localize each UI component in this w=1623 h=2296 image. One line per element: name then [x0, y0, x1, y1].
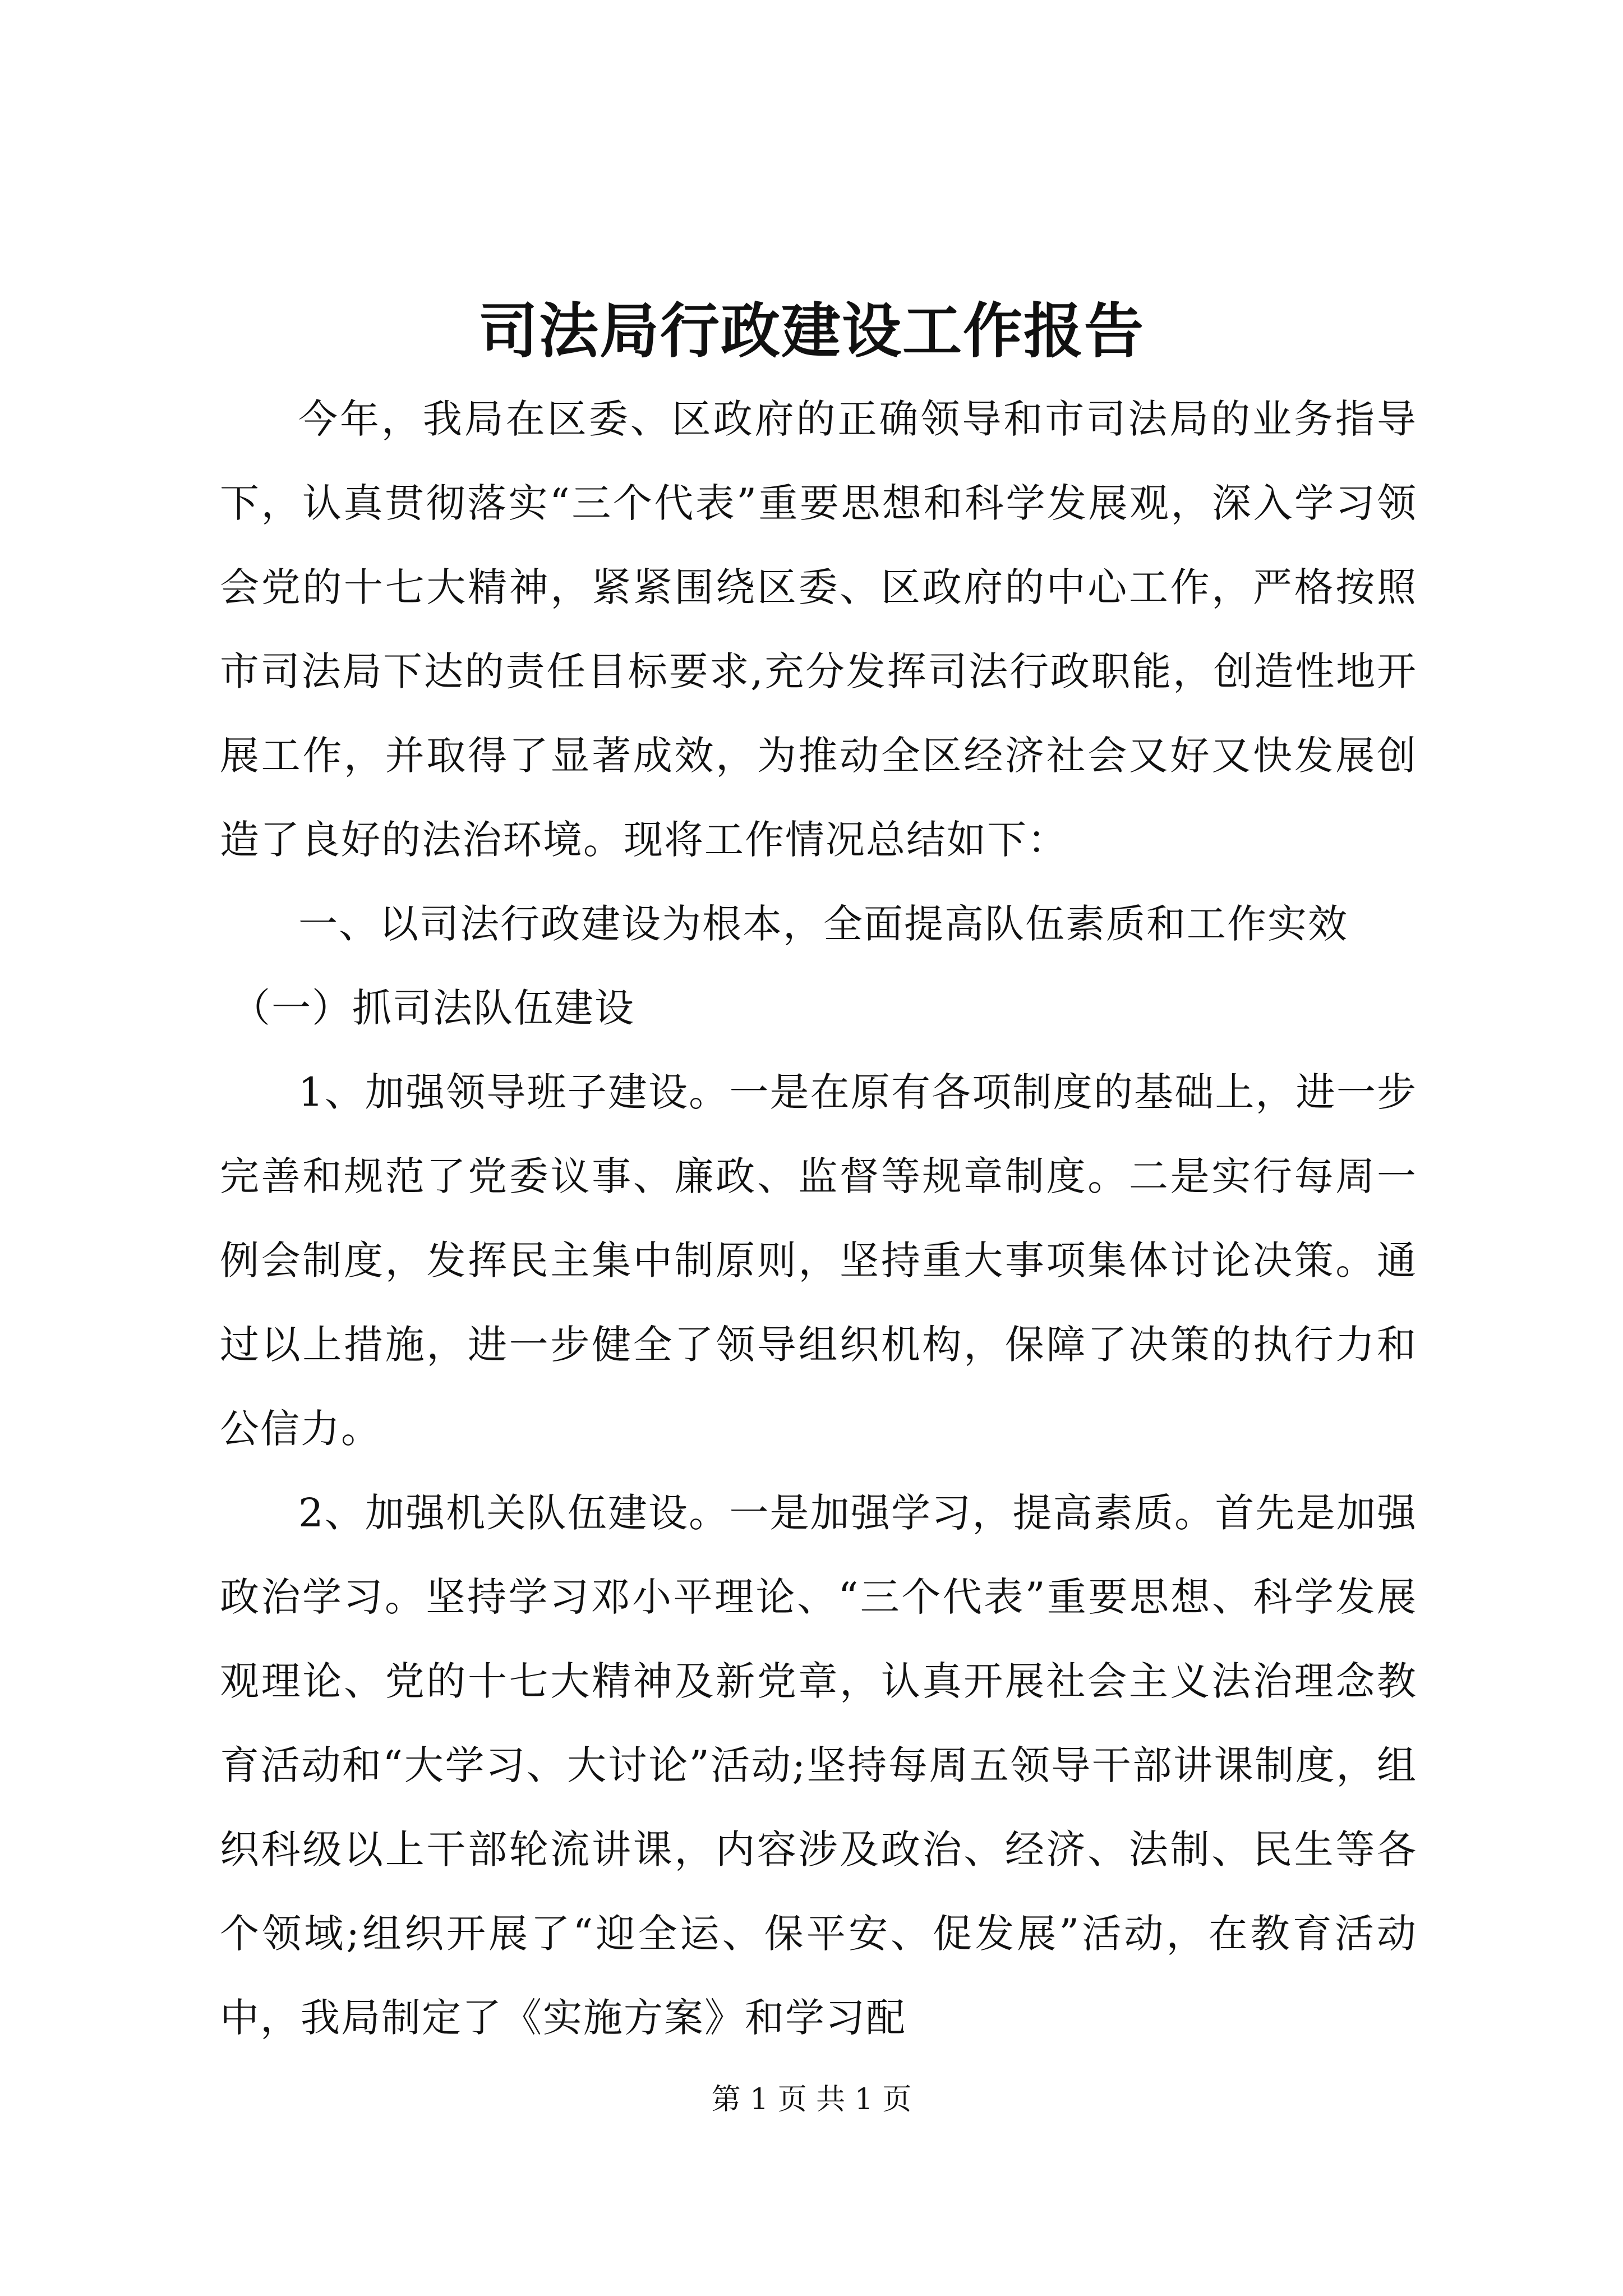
subsection-heading: （一）抓司法队伍建设	[231, 985, 635, 1031]
team-building-paragraph: 2、加强机关队伍建设。一是加强学习，提高素质。首先是加强政治学习。坚持学习邓小平理论、“三个代表”重要思想、科学发展观理论、党的十七大精神及新党章，认真开展社会主义法治理念教育活动和“大学习、大讨论”活动;坚持每周五领导干部讲课制度，组织科级以上干部轮流讲课，内容涉及政治、经济、法制、民生等各个领域;组织开展了“迎全运、保平安、促发展”活动，在教育活动中，我局制定了《实施方案》和学习配	[220, 1490, 1417, 2041]
section-heading: 一、以司法行政建设为根本，全面提高队伍素质和工作实效	[298, 901, 1348, 947]
document-body	[220, 377, 1417, 2060]
leadership-paragraph: 1、加强领导班子建设。一是在原有各项制度的基础上，进一步完善和规范了党委议事、廉政、监督等规章制度。二是实行每周一例会制度，发挥民主集中制原则，坚持重大事项集体讨论决策。通过以上措施，进一步健全了领导组织机构，保障了决策的执行力和公信力。	[220, 1069, 1417, 1452]
intro-paragraph: 今年，我局在区委、区政府的正确领导和市司法局的业务指导下，认真贯彻落实“三个代表”重要思想和科学发展观，深入学习领会党的十七大精神，紧紧围绕区委、区政府的中心工作，严格按照市司法局下达的责任目标要求,充分发挥司法行政职能，创造性地开展工作，并取得了显著成效，为推动全区经济社会又好又快发展创造了良好的法治环境。现将工作情况总结如下：	[220, 396, 1417, 863]
document-title: 司法局行政建设工作报告	[478, 296, 1145, 366]
page-footer: 第 1 页 共 1 页	[711, 2083, 912, 2116]
